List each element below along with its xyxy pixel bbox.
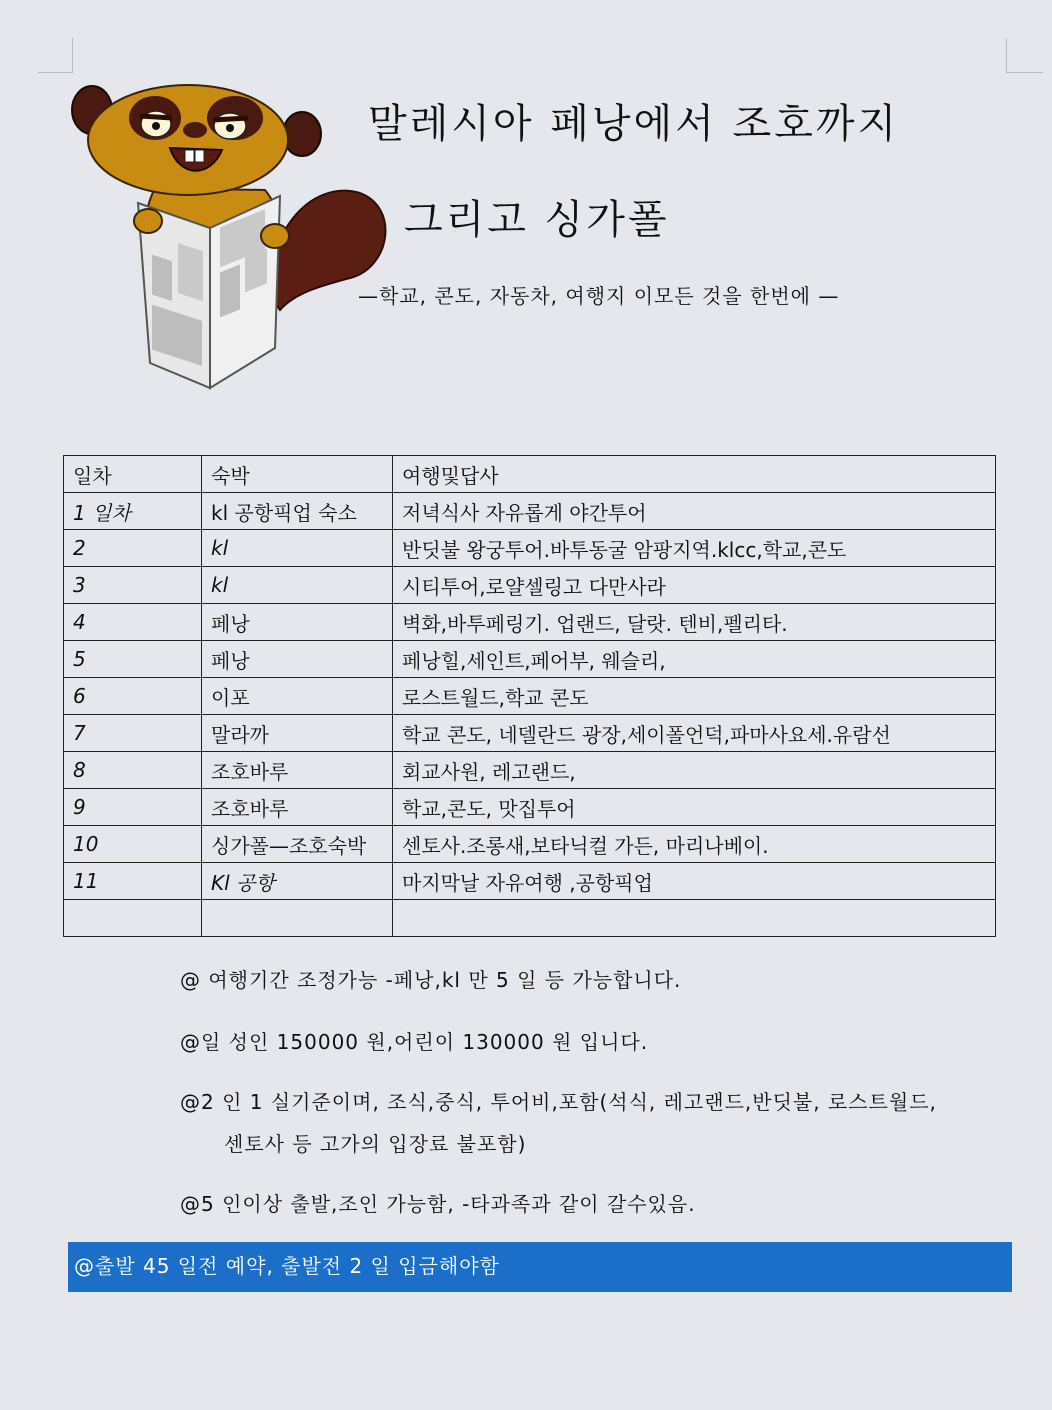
page-title-line2: 그리고 싱가폴 [404, 197, 670, 243]
stay-cell: 말라까 [202, 715, 393, 752]
page-corner-mark [1006, 38, 1043, 73]
table-row [64, 678, 996, 715]
header-stay: 숙박 [202, 456, 393, 493]
table-row-empty [64, 900, 996, 937]
stay-cell: 싱가폴—조호숙박 [202, 826, 393, 863]
activity-cell: 학교 콘도, 네델란드 광장,세이폴언덕,파마사요세.유람선 [393, 715, 996, 752]
note-inclusions-line2: 센토사 등 고가의 입장료 불포함) [224, 1132, 527, 1156]
activity-cell: 로스트월드,학교 콘도 [393, 678, 996, 715]
day-cell: 4 [64, 604, 202, 641]
header-activity: 여행및답사 [393, 456, 996, 493]
day-cell: 10 [64, 826, 202, 863]
day-cell: 1 일차 [64, 493, 202, 530]
activity-cell: 회교사원, 레고랜드, [393, 752, 996, 789]
day-cell [64, 900, 202, 937]
activity-cell: 저녁식사 자유롭게 야간투어 [393, 493, 996, 530]
stay-cell: 조호바루 [202, 789, 393, 826]
activity-cell: 시티투어,로얄셀링고 다만사라 [393, 567, 996, 604]
stay-cell: kl [202, 567, 393, 604]
booking-banner: @출발 45 일전 예약, 출발전 2 일 입금해야함 [68, 1242, 1012, 1292]
table-row [64, 863, 996, 900]
note-price: @일 성인 150000 원,어린이 130000 원 입니다. [180, 1030, 649, 1054]
table-row [64, 493, 996, 530]
stay-cell [202, 900, 393, 937]
day-cell: 8 [64, 752, 202, 789]
day-cell: 9 [64, 789, 202, 826]
table-row [64, 826, 996, 863]
table-header-row [64, 456, 996, 493]
table-row [64, 715, 996, 752]
activity-cell: 마지막날 자유여행 ,공항픽업 [393, 863, 996, 900]
stay-cell: 페낭 [202, 604, 393, 641]
table-row [64, 752, 996, 789]
page-title: 말레시아 페낭에서 조호까지 [368, 101, 900, 147]
activity-cell: 학교,콘도, 맛집투어 [393, 789, 996, 826]
activity-cell: 센토사.조롱새,보타닉컬 가든, 마리나베이. [393, 826, 996, 863]
stay-cell: 이포 [202, 678, 393, 715]
day-cell: 5 [64, 641, 202, 678]
stay-cell: 조호바루 [202, 752, 393, 789]
stay-cell: kl [202, 530, 393, 567]
table-row [64, 567, 996, 604]
activity-cell: 페낭힐,세인트,페어부, 웨슬리, [393, 641, 996, 678]
table-row [64, 530, 996, 567]
page-corner-mark [38, 38, 73, 73]
activity-cell [393, 900, 996, 937]
itinerary-table [63, 455, 996, 937]
squirrel-reading-newspaper-icon [70, 78, 400, 393]
day-cell: 6 [64, 678, 202, 715]
page-subtitle: —학교, 콘도, 자동차, 여행지 이모든 것을 한번에 — [358, 284, 840, 308]
day-cell: 3 [64, 567, 202, 604]
activity-cell: 벽화,바투페링기. 업랜드, 달랏. 텐비,펠리타. [393, 604, 996, 641]
day-cell: 2 [64, 530, 202, 567]
table-row [64, 641, 996, 678]
header-day: 일차 [64, 456, 202, 493]
stay-cell: Kl 공항 [202, 863, 393, 900]
note-period: @ 여행기간 조정가능 -페낭,kl 만 5 일 등 가능합니다. [180, 968, 682, 992]
stay-cell: kl 공항픽업 숙소 [202, 493, 393, 530]
note-inclusions: @2 인 1 실기준이며, 조식,중식, 투어비,포함(석식, 레고랜드,반딧불, 로스트월드, [180, 1090, 937, 1114]
activity-cell: 반딧불 왕궁투어.바투동굴 암팡지역.klcc,학교,콘도 [393, 530, 996, 567]
day-cell: 11 [64, 863, 202, 900]
day-cell: 7 [64, 715, 202, 752]
stay-cell: 페낭 [202, 641, 393, 678]
table-row [64, 789, 996, 826]
note-group: @5 인이상 출발,조인 가능함, -타과족과 같이 갈수있음. [180, 1192, 696, 1216]
table-row [64, 604, 996, 641]
